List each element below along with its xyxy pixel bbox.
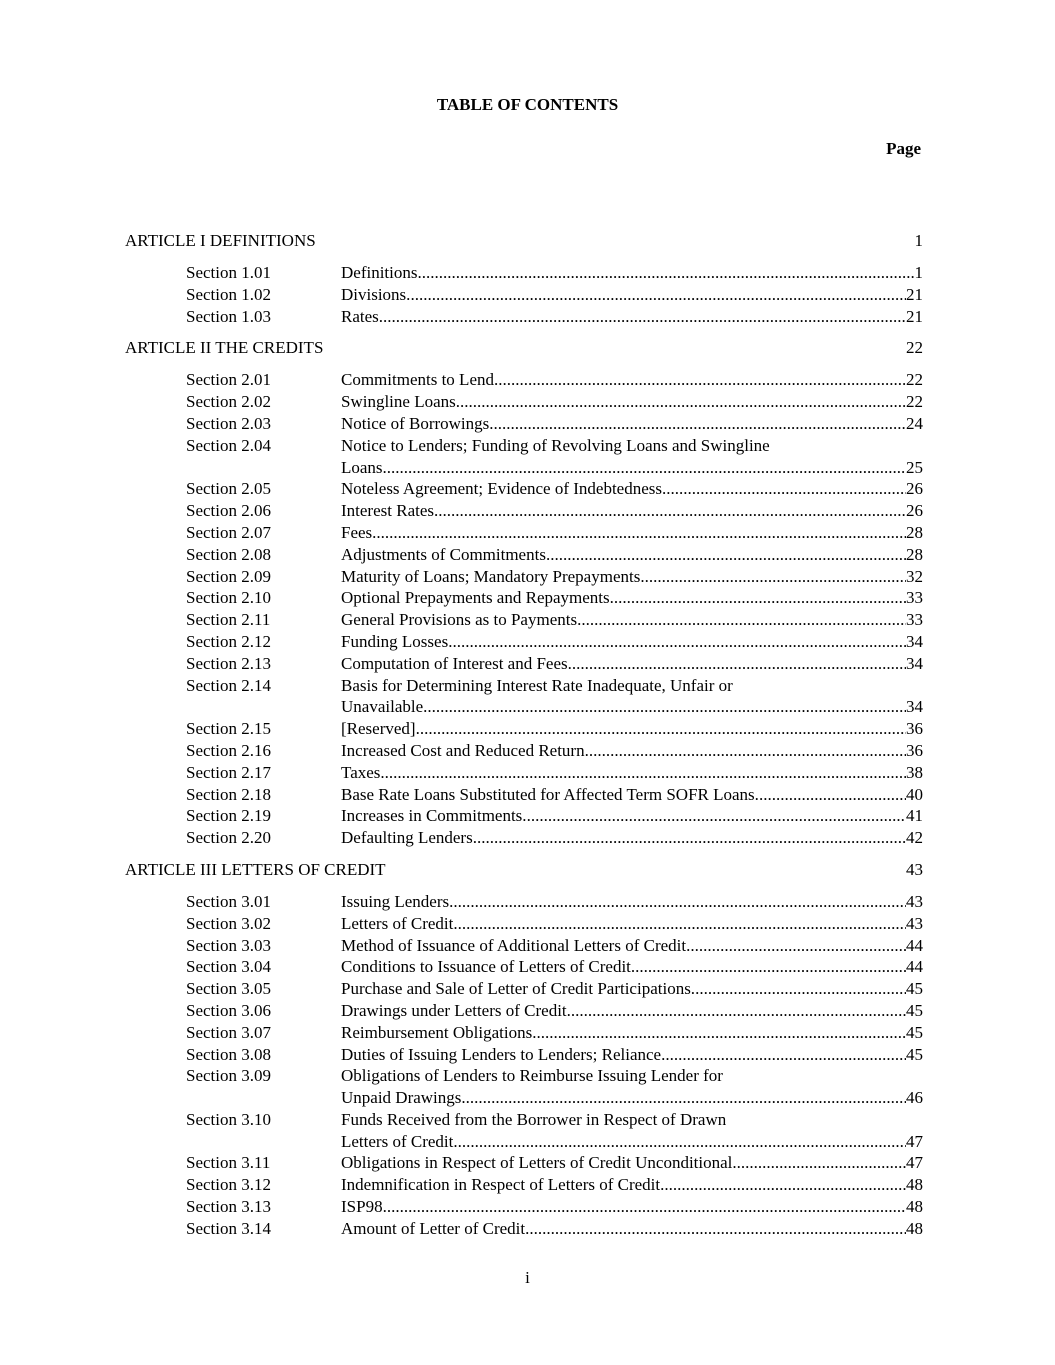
section-title: Obligations in Respect of Letters of Credit Unconditional. <box>341 1153 737 1173</box>
table-of-contents <box>125 230 923 1240</box>
dot-leader <box>376 522 906 544</box>
dot-leader <box>581 609 906 631</box>
section-title: Loans. <box>341 457 387 477</box>
section-number: Section 3.05 <box>186 979 271 999</box>
section-title: Duties of Issuing Lenders to Lenders; Reliance. <box>341 1044 666 1064</box>
dot-leader <box>466 1087 906 1109</box>
section-page: 45 <box>906 1000 923 1020</box>
section-page: 24 <box>906 413 923 433</box>
section-number: Section 3.01 <box>186 891 271 911</box>
section-number: Section 2.13 <box>186 653 271 673</box>
article-label: ARTICLE II THE CREDITS <box>125 338 324 358</box>
toc-title: TABLE OF CONTENTS <box>436 95 619 114</box>
section-page: 22 <box>906 370 923 390</box>
section-page: 48 <box>906 1197 923 1217</box>
toc-section-entry[interactable] <box>125 566 923 588</box>
section-number: Section 2.05 <box>186 479 271 499</box>
toc-section-entry[interactable] <box>125 284 923 306</box>
section-page: 47 <box>906 1131 923 1151</box>
article-page: 1 <box>914 231 923 250</box>
toc-section-entry[interactable] <box>125 827 923 849</box>
dot-leader <box>498 369 906 391</box>
section-number: Section 2.08 <box>186 544 271 564</box>
section-page: 21 <box>906 284 923 304</box>
dot-leader <box>645 566 906 588</box>
toc-section-entry[interactable] <box>125 306 923 328</box>
section-page: 28 <box>906 544 923 564</box>
toc-section-entry[interactable] <box>125 544 923 566</box>
toc-section-entry[interactable] <box>125 391 923 413</box>
dot-leader <box>438 500 906 522</box>
section-page: 45 <box>906 1022 923 1042</box>
section-page: 44 <box>906 935 923 955</box>
section-number: Section 3.11 <box>186 1153 271 1173</box>
toc-section-entry[interactable] <box>125 675 923 719</box>
toc-section-entry[interactable] <box>125 978 923 1000</box>
section-number: Section 2.15 <box>186 719 271 739</box>
toc-section-entry[interactable] <box>125 413 923 435</box>
section-number: Section 2.11 <box>186 610 271 630</box>
section-title: Commitments to Lend. <box>341 370 499 390</box>
section-page: 48 <box>906 1218 923 1238</box>
section-page: 1 <box>914 263 923 282</box>
section-page: 46 <box>906 1088 923 1108</box>
section-page: 45 <box>906 979 923 999</box>
section-title: Letters of Credit. <box>341 913 458 933</box>
section-title: Amount of Letter of Credit. <box>341 1218 530 1238</box>
dot-leader <box>695 978 906 1000</box>
section-number: Section 1.01 <box>186 263 271 282</box>
toc-section-entry[interactable] <box>125 1174 923 1196</box>
section-number: Section 2.02 <box>186 392 271 412</box>
section-number: Section 3.02 <box>186 913 271 933</box>
section-number: Section 2.19 <box>186 806 271 826</box>
section-title: Unpaid Drawings. <box>341 1088 466 1108</box>
dot-leader <box>460 391 906 413</box>
section-page: 26 <box>906 501 923 521</box>
section-number: Section 2.07 <box>186 522 271 542</box>
article-heading[interactable] <box>125 337 923 359</box>
dot-leader <box>494 413 906 435</box>
section-title: Adjustments of Commitments. <box>341 544 551 564</box>
toc-section-entry[interactable] <box>125 1022 923 1044</box>
dot-leader <box>536 1022 906 1044</box>
dot-leader <box>383 306 906 328</box>
section-title: General Provisions as to Payments. <box>341 610 582 630</box>
section-title: Taxes. <box>341 762 385 782</box>
toc-section-entry[interactable] <box>125 587 923 609</box>
section-number: Section 2.03 <box>186 413 271 433</box>
section-page: 33 <box>906 588 923 608</box>
section-number: Section 1.03 <box>186 306 271 326</box>
dot-leader <box>385 762 906 784</box>
section-number: Section 2.17 <box>186 762 271 782</box>
section-title: Computation of Interest and Fees. <box>341 653 572 673</box>
section-number: Section 1.02 <box>186 284 271 304</box>
toc-section-entry[interactable] <box>125 1152 923 1174</box>
section-title: Noteless Agreement; Evidence of Indebtedness. <box>341 479 667 499</box>
dot-leader <box>550 544 906 566</box>
section-title: Notice to Lenders; Funding of Revolving Loans and Swingline <box>341 435 770 455</box>
section-page: 45 <box>906 1044 923 1064</box>
section-page: 32 <box>906 566 923 586</box>
section-title: Conditions to Issuance of Letters of Credit. <box>341 957 636 977</box>
dot-leader <box>690 935 906 957</box>
section-number: Section 3.13 <box>186 1197 271 1217</box>
section-page: 28 <box>906 522 923 542</box>
section-title: Base Rate Loans Substituted for Affected Term SOFR Loans. <box>341 784 759 804</box>
dot-leader <box>664 1174 906 1196</box>
section-number: Section 2.01 <box>186 370 271 390</box>
toc-section-entry[interactable] <box>125 1218 923 1240</box>
section-title: Notice of Borrowings. <box>341 413 494 433</box>
dot-leader <box>420 718 906 740</box>
dot-leader <box>614 587 906 609</box>
toc-section-entry[interactable] <box>125 500 923 522</box>
toc-section-entry[interactable] <box>125 784 923 806</box>
section-title: Increases in Commitments. <box>341 806 527 826</box>
dot-leader <box>477 827 906 849</box>
toc-section-entry[interactable] <box>125 718 923 740</box>
toc-section-entry[interactable] <box>125 435 923 479</box>
section-title: Funds Received from the Borrower in Respect of Drawn <box>341 1109 727 1129</box>
section-page: 34 <box>906 697 923 717</box>
toc-section-entry[interactable] <box>125 1044 923 1066</box>
section-page: 34 <box>906 631 923 651</box>
section-number: Section 2.16 <box>186 740 271 760</box>
dot-leader <box>589 740 906 762</box>
section-number: Section 3.08 <box>186 1044 271 1064</box>
toc-section-entry[interactable] <box>125 956 923 978</box>
toc-section-entry[interactable] <box>125 805 923 827</box>
section-page: 21 <box>906 306 923 326</box>
article-page: 22 <box>906 338 923 358</box>
section-title: Unavailable. <box>341 697 428 717</box>
toc-section-entry[interactable] <box>125 478 923 500</box>
footer-page-number: i <box>525 1268 530 1287</box>
section-page: 47 <box>906 1153 923 1173</box>
section-title: Indemnification in Respect of Letters of Credit. <box>341 1175 665 1195</box>
section-page: 42 <box>906 828 923 848</box>
toc-section-entry[interactable] <box>125 631 923 653</box>
section-number: Section 2.10 <box>186 588 271 608</box>
section-title: Optional Prepayments and Repayments. <box>341 588 614 608</box>
section-title: Increased Cost and Reduced Return. <box>341 740 589 760</box>
toc-section-entry[interactable] <box>125 369 923 391</box>
toc-section-entry[interactable] <box>125 1000 923 1022</box>
section-number: Section 2.06 <box>186 501 271 521</box>
section-number: Section 2.04 <box>186 435 271 455</box>
section-number: Section 3.12 <box>186 1175 271 1195</box>
toc-section-entry[interactable] <box>125 1065 923 1109</box>
section-title: Purchase and Sale of Letter of Credit Participations. <box>341 979 696 999</box>
section-title: ISP98. <box>341 1197 387 1217</box>
dot-leader <box>527 805 906 827</box>
section-page: 43 <box>906 913 923 933</box>
section-page: 25 <box>906 457 923 477</box>
section-title: Basis for Determining Interest Rate Inadequate, Unfair or <box>341 675 733 695</box>
dot-leader <box>410 284 906 306</box>
section-title: Interest Rates. <box>341 501 439 521</box>
section-title: Defaulting Lenders. <box>341 828 477 848</box>
dot-leader <box>572 653 906 675</box>
section-title: Divisions. <box>341 284 411 304</box>
article-heading[interactable] <box>125 230 923 252</box>
section-number: Section 3.14 <box>186 1218 271 1238</box>
dot-leader <box>737 1152 906 1174</box>
dot-leader <box>452 631 906 653</box>
article-label: ARTICLE I DEFINITIONS <box>125 231 316 250</box>
section-title: Definitions. <box>341 263 422 282</box>
toc-section-entry[interactable] <box>125 262 923 284</box>
toc-section-entry[interactable] <box>125 653 923 675</box>
dot-leader <box>759 784 906 806</box>
section-title: Maturity of Loans; Mandatory Prepayments. <box>341 566 645 586</box>
dot-leader <box>458 913 906 935</box>
section-page: 22 <box>906 392 923 412</box>
section-number: Section 3.04 <box>186 957 271 977</box>
article-heading[interactable] <box>125 859 923 881</box>
dot-leader <box>453 891 906 913</box>
toc-section-entry[interactable] <box>125 740 923 762</box>
dot-leader <box>427 696 906 718</box>
section-number: Section 2.18 <box>186 784 271 804</box>
section-title: Issuing Lenders. <box>341 891 454 911</box>
dot-leader <box>666 478 906 500</box>
section-page: 36 <box>906 719 923 739</box>
section-title: Reimbursement Obligations. <box>341 1022 537 1042</box>
dot-leader <box>422 262 915 284</box>
section-page: 40 <box>906 784 923 804</box>
section-title: [Reserved]. <box>341 719 420 739</box>
section-number: Section 2.14 <box>186 675 271 695</box>
section-page: 26 <box>906 479 923 499</box>
article-page: 43 <box>906 859 923 879</box>
toc-section-entry[interactable] <box>125 522 923 544</box>
section-page: 34 <box>906 653 923 673</box>
dot-leader <box>458 1131 906 1153</box>
section-title: Fees. <box>341 522 377 542</box>
section-page: 43 <box>906 891 923 911</box>
section-title: Letters of Credit. <box>341 1131 458 1151</box>
section-title: Rates. <box>341 306 384 326</box>
dot-leader <box>571 1000 906 1022</box>
section-title: Method of Issuance of Additional Letters of Credit. <box>341 935 691 955</box>
toc-section-entry[interactable] <box>125 762 923 784</box>
toc-section-entry[interactable] <box>125 913 923 935</box>
dot-leader <box>665 1044 906 1066</box>
section-number: Section 3.07 <box>186 1022 271 1042</box>
toc-section-entry[interactable] <box>125 609 923 631</box>
section-page: 44 <box>906 957 923 977</box>
dot-leader <box>387 1196 906 1218</box>
section-page: 41 <box>906 806 923 826</box>
toc-section-entry[interactable] <box>125 891 923 913</box>
section-page: 38 <box>906 762 923 782</box>
section-title: Swingline Loans. <box>341 392 460 412</box>
article-label: ARTICLE III LETTERS OF CREDIT <box>125 859 386 879</box>
page-column-header: Page <box>886 139 921 158</box>
section-page: 33 <box>906 610 923 630</box>
toc-section-entry[interactable] <box>125 1109 923 1153</box>
section-number: Section 2.09 <box>186 566 271 586</box>
section-number: Section 3.06 <box>186 1000 271 1020</box>
dot-leader <box>529 1218 906 1240</box>
section-page: 36 <box>906 740 923 760</box>
section-number: Section 3.03 <box>186 935 271 955</box>
toc-section-entry[interactable] <box>125 1196 923 1218</box>
toc-section-entry[interactable] <box>125 935 923 957</box>
section-number: Section 2.20 <box>186 828 271 848</box>
section-title: Drawings under Letters of Credit. <box>341 1000 571 1020</box>
section-page: 48 <box>906 1175 923 1195</box>
section-title: Obligations of Lenders to Reimburse Issuing Lender for <box>341 1066 723 1086</box>
section-title: Funding Losses. <box>341 631 453 651</box>
dot-leader <box>387 457 906 479</box>
section-number: Section 3.10 <box>186 1109 271 1129</box>
dot-leader <box>635 956 906 978</box>
section-number: Section 3.09 <box>186 1066 271 1086</box>
section-number: Section 2.12 <box>186 631 271 651</box>
